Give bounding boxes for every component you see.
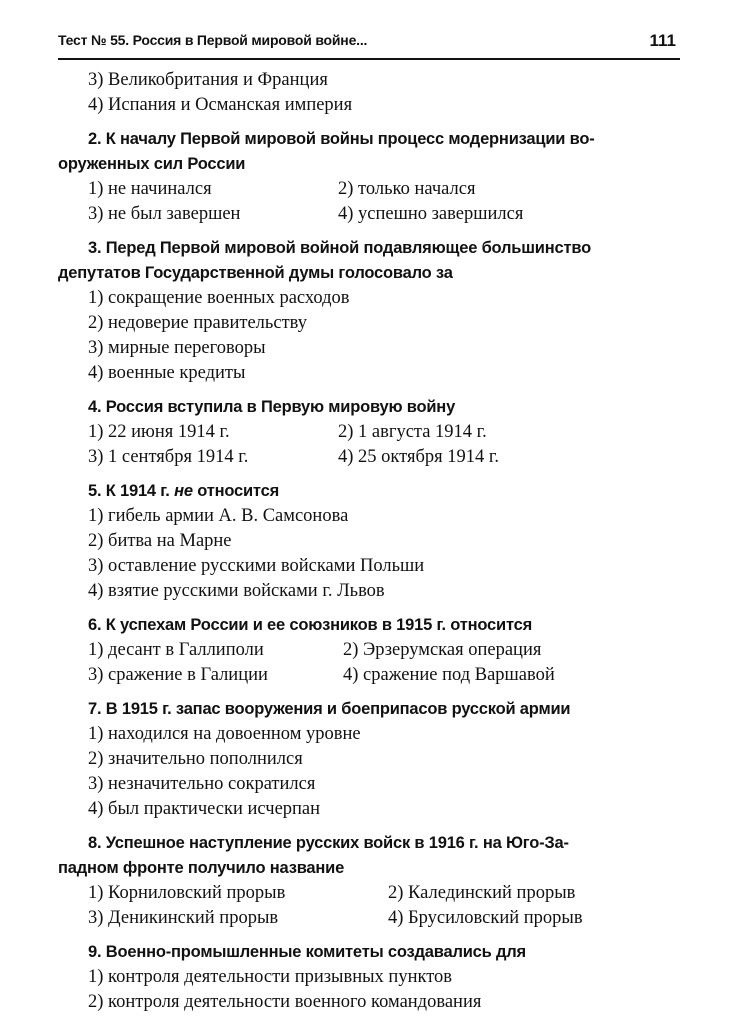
answer-option: 3) сражение в Галиции [88,665,268,685]
question-4 [58,395,686,470]
question-2 [58,127,686,227]
question-line: 8. Успешное наступление русских войск в 1916 г. на Юго-За- [88,834,569,852]
question-text [58,697,686,722]
question-3 [58,236,686,386]
running-title: Тест № 55. Россия в Первой мировой войне... [58,32,368,48]
options-row [58,638,686,663]
answer-option: 2) Эрзерумская операция [343,640,542,660]
answer-option: 1) не начинался [88,179,212,199]
answer-option: 2) значительно пополнился [88,749,303,769]
answer-option: 4) Испания и Османская империя [88,95,353,115]
question-text [58,940,686,965]
options-row [58,177,686,202]
question-suffix: относится [192,482,279,500]
question-line [58,479,686,504]
question-line: оруженных сил России [58,155,246,173]
question-5 [58,479,686,604]
question-8 [58,831,686,931]
question-6 [58,613,686,688]
options-row [58,202,686,227]
options-row [58,881,686,906]
question-text [58,236,686,286]
answer-option: 2) контроля деятельности военного командования [88,992,482,1012]
answer-option: 1) гибель армии А. В. Самсонова [88,506,349,526]
question-9 [58,940,686,1015]
question-line: падном фронте получило название [58,859,345,877]
answer-option: 1) десант в Галлиполи [88,640,264,660]
options-row [58,420,686,445]
answer-option: 3) оставление русскими войсками Польши [88,556,425,576]
question-line: депутатов Государственной думы голосовало за [58,264,453,282]
answer-option: 4) Брусиловский прорыв [388,908,583,928]
question-prefix: 5. К 1914 г. [88,482,175,500]
options-row [58,906,686,931]
answer-option: 2) Калединский прорыв [388,883,576,903]
answer-option: 4) сражение под Варшавой [343,665,555,685]
question-line: 4. Россия вступила в Первую мировую войну [88,398,456,416]
answer-option: 4) взятие русскими войсками г. Львов [88,581,385,601]
question-text [58,479,686,504]
answer-option: 2) только начался [338,179,476,199]
answer-option: 3) Великобритания и Франция [88,70,328,90]
question-text [58,395,686,420]
answer-option: 1) Корниловский прорыв [88,883,286,903]
answer-option: 3) Деникинский прорыв [88,908,279,928]
question-line: 2. К началу Первой мировой войны процесс модернизации во- [88,130,595,148]
question-line: 3. Перед Первой мировой войной подавляющее большинство [88,239,591,257]
question-text [58,831,686,881]
answer-option: 3) незначительно сократился [88,774,316,794]
question-text [58,127,686,177]
answer-option: 1) контроля деятельности призывных пунктов [88,967,453,987]
options-row [58,663,686,688]
question-text [58,613,686,638]
answer-option: 2) недоверие правительству [88,313,308,333]
answer-option: 2) 1 августа 1914 г. [338,422,487,442]
answer-option: 4) успешно завершился [338,204,524,224]
answer-option: 4) 25 октября 1914 г. [338,447,500,467]
page-number: 111 [649,31,676,50]
answer-option: 1) сокращение военных расходов [88,288,350,308]
answer-option: 3) 1 сентября 1914 г. [88,447,249,467]
question-line: 9. Военно-промышленные комитеты создавались для [88,943,526,961]
answer-option: 2) битва на Марне [88,531,232,551]
question-7 [58,697,686,822]
question-line: 7. В 1915 г. запас вооружения и боеприпасов русской армии [88,700,571,718]
answer-option: 1) 22 июня 1914 г. [88,422,230,442]
page-content [58,68,686,1015]
question-line: 6. К успехам России и ее союзников в 1915 г. относится [88,616,533,634]
answer-option: 4) был практически исчерпан [88,799,321,819]
page-header [58,30,680,60]
answer-option: 1) находился на довоенном уровне [88,724,361,744]
answer-option: 3) мирные переговоры [88,338,266,358]
emphasis-word: не [174,482,193,500]
answer-option: 3) не был завершен [88,204,241,224]
answer-option: 4) военные кредиты [88,363,246,383]
options-row [58,445,686,470]
carryover-options [58,68,686,118]
